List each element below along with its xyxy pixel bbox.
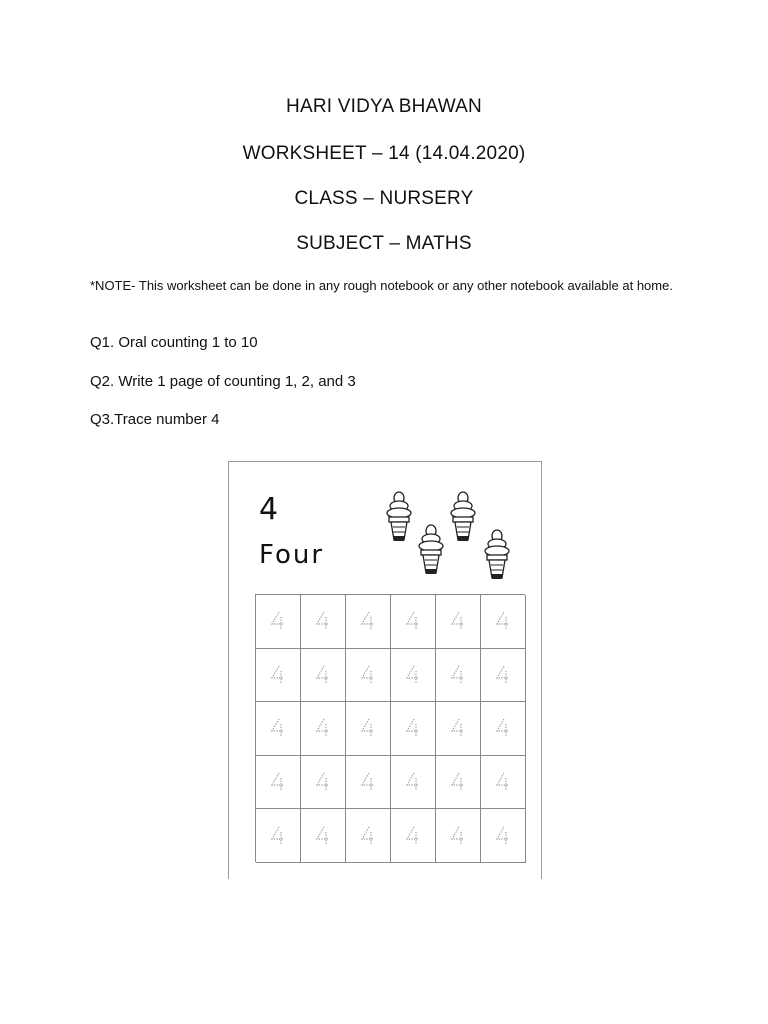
dotted-four-glyph <box>315 772 331 792</box>
dotted-four-glyph <box>270 665 286 685</box>
dotted-four-glyph <box>360 611 376 631</box>
dotted-four-glyph <box>495 772 511 792</box>
tracing-cell <box>346 809 391 863</box>
dotted-four-glyph <box>405 772 421 792</box>
tracing-cell <box>256 702 301 756</box>
dotted-four-glyph <box>270 826 286 846</box>
dotted-four-glyph <box>450 665 466 685</box>
tracing-cell <box>481 756 526 810</box>
dotted-four-glyph <box>450 718 466 738</box>
tracing-grid <box>255 594 525 862</box>
tracing-cell <box>436 756 481 810</box>
dotted-four-glyph <box>450 611 466 631</box>
dotted-four-glyph <box>450 826 466 846</box>
tracing-cell <box>301 756 346 810</box>
tracing-cell <box>391 649 436 703</box>
dotted-four-glyph <box>315 718 331 738</box>
tracing-cell <box>481 809 526 863</box>
dotted-four-glyph <box>495 665 511 685</box>
tracing-cell <box>391 595 436 649</box>
dotted-four-glyph <box>495 826 511 846</box>
tracing-cell <box>301 595 346 649</box>
dotted-four-glyph <box>405 665 421 685</box>
dotted-four-glyph <box>315 665 331 685</box>
ice-cream-cone-icon <box>419 525 443 574</box>
dotted-four-glyph <box>315 611 331 631</box>
dotted-four-glyph <box>360 772 376 792</box>
tracing-word: Four <box>259 540 325 570</box>
tracing-cell <box>256 809 301 863</box>
tracing-cell <box>346 702 391 756</box>
tracing-cell <box>346 756 391 810</box>
tracing-cell <box>301 809 346 863</box>
dotted-four-glyph <box>270 718 286 738</box>
worksheet-title: WORKSHEET – 14 (14.04.2020) <box>242 143 526 164</box>
dotted-four-glyph <box>495 718 511 738</box>
tracing-cell <box>436 809 481 863</box>
dotted-four-glyph <box>450 772 466 792</box>
dotted-four-glyph <box>360 826 376 846</box>
tracing-cell <box>481 702 526 756</box>
tracing-cell <box>256 595 301 649</box>
question-1: Q1. Oral counting 1 to 10 <box>90 334 258 351</box>
tracing-cell <box>436 649 481 703</box>
class-title: CLASS – NURSERY <box>294 188 474 209</box>
dotted-four-glyph <box>360 718 376 738</box>
dotted-four-glyph <box>270 772 286 792</box>
dotted-four-glyph <box>495 611 511 631</box>
tracing-cell <box>391 702 436 756</box>
tracing-cell <box>301 702 346 756</box>
tracing-cell <box>481 595 526 649</box>
ice-cream-cone-icons <box>379 490 529 585</box>
dotted-four-glyph <box>315 826 331 846</box>
note-text: *NOTE- This worksheet can be done in any rough notebook or any other notebook available at home. <box>90 278 673 293</box>
subject-title: SUBJECT – MATHS <box>296 233 472 254</box>
tracing-cell <box>346 595 391 649</box>
tracing-cell <box>436 595 481 649</box>
school-name: HARI VIDYA BHAWAN <box>286 96 482 117</box>
tracing-cell <box>301 649 346 703</box>
tracing-sheet <box>228 461 542 879</box>
question-3: Q3.Trace number 4 <box>90 411 220 428</box>
tracing-cell <box>256 649 301 703</box>
dotted-four-glyph <box>405 826 421 846</box>
ice-cream-cone-icon <box>387 492 411 541</box>
dotted-four-glyph <box>405 611 421 631</box>
dotted-four-glyph <box>405 718 421 738</box>
tracing-cell <box>346 649 391 703</box>
dotted-four-glyph <box>270 611 286 631</box>
dotted-four-glyph <box>360 665 376 685</box>
tracing-number: 4 <box>259 492 279 527</box>
tracing-cell <box>391 809 436 863</box>
ice-cream-cone-icon <box>485 530 509 579</box>
ice-cream-cone-icon <box>451 492 475 541</box>
tracing-cell <box>391 756 436 810</box>
tracing-cell <box>436 702 481 756</box>
tracing-cell <box>481 649 526 703</box>
tracing-cell <box>256 756 301 810</box>
question-2: Q2. Write 1 page of counting 1, 2, and 3 <box>90 373 356 390</box>
